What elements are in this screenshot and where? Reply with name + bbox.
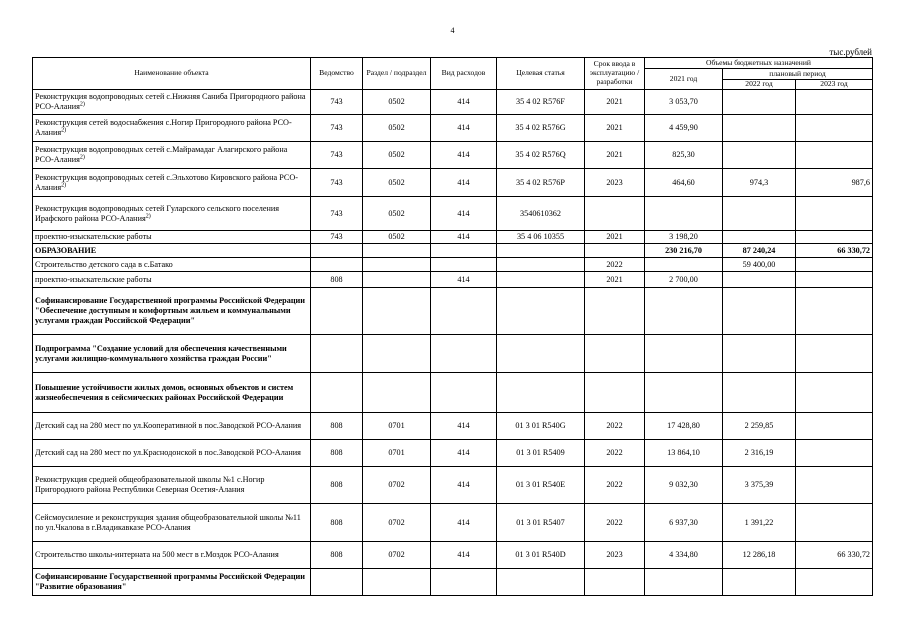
cell-department: 808 — [311, 413, 363, 440]
object-name: Реконструкция водопроводных сетей с.Нижняя Саниба Пригородного района РСО-Алания — [35, 92, 306, 111]
table-row — [33, 272, 873, 288]
footnote-mark: 2) — [79, 101, 85, 108]
cell-name — [33, 258, 311, 272]
table-row — [33, 288, 873, 335]
cell-expense-type: 414 — [431, 169, 497, 197]
cell-name — [33, 413, 311, 440]
cell-department — [311, 335, 363, 373]
cell-target-article: 35 4 02 R576G — [497, 115, 585, 142]
cell-expense-type — [431, 244, 497, 258]
cell-2021 — [645, 335, 723, 373]
cell-2023 — [796, 335, 873, 373]
cell-2023 — [796, 467, 873, 504]
cell-expense-type — [431, 258, 497, 272]
cell-2023 — [796, 373, 873, 413]
cell-2022: 3 375,39 — [723, 467, 796, 504]
cell-section — [363, 244, 431, 258]
cell-2023 — [796, 231, 873, 244]
cell-2023 — [796, 258, 873, 272]
cell-name — [33, 272, 311, 288]
table-row — [33, 413, 873, 440]
cell-2021: 2 700,00 — [645, 272, 723, 288]
cell-2023: 66 330,72 — [796, 244, 873, 258]
cell-2021: 230 216,70 — [645, 244, 723, 258]
cell-2022 — [723, 569, 796, 596]
header-budget-volumes: Объемы бюджетных назначений — [645, 58, 873, 69]
table-row — [33, 504, 873, 542]
header-section: Раздел / подраздел — [363, 58, 431, 90]
cell-commission-term — [585, 569, 645, 596]
cell-name — [33, 115, 311, 142]
cell-commission-term: 2021 — [585, 231, 645, 244]
cell-2023 — [796, 197, 873, 231]
cell-name — [33, 440, 311, 467]
cell-commission-term: 2022 — [585, 467, 645, 504]
cell-section — [363, 288, 431, 335]
cell-name — [33, 90, 311, 115]
cell-department: 743 — [311, 197, 363, 231]
object-name: Детский сад на 280 мест по ул.Краснодонской в пос.Заводской РСО-Алания — [35, 448, 301, 458]
cell-expense-type: 414 — [431, 413, 497, 440]
header-name: Наименование объекта — [33, 58, 311, 90]
cell-2023 — [796, 115, 873, 142]
cell-2023 — [796, 569, 873, 596]
cell-commission-term: 2022 — [585, 258, 645, 272]
cell-commission-term — [585, 373, 645, 413]
cell-expense-type: 414 — [431, 542, 497, 569]
object-name: Детский сад на 280 мест по ул.Кооперативной в пос.Заводской РСО-Алания — [35, 421, 302, 431]
table-row — [33, 373, 873, 413]
cell-name — [33, 373, 311, 413]
cell-2021 — [645, 197, 723, 231]
cell-department: 743 — [311, 90, 363, 115]
cell-2022 — [723, 335, 796, 373]
cell-2021: 9 032,30 — [645, 467, 723, 504]
footnote-mark: 2) — [145, 212, 151, 219]
cell-expense-type: 414 — [431, 231, 497, 244]
cell-target-article: 01 3 01 R5407 — [497, 504, 585, 542]
cell-target-article — [497, 373, 585, 413]
cell-2021: 13 864,10 — [645, 440, 723, 467]
cell-expense-type: 414 — [431, 197, 497, 231]
cell-2021: 4 334,80 — [645, 542, 723, 569]
table-row — [33, 90, 873, 115]
object-name: проектно-изыскательские работы — [35, 274, 152, 284]
table-row — [33, 115, 873, 142]
cell-target-article: 35 4 02 R576P — [497, 169, 585, 197]
cell-section: 0702 — [363, 504, 431, 542]
cell-expense-type: 414 — [431, 272, 497, 288]
cell-target-article: 35 4 02 R576Q — [497, 142, 585, 169]
cell-department: 808 — [311, 504, 363, 542]
cell-target-article — [497, 244, 585, 258]
cell-name — [33, 542, 311, 569]
cell-section — [363, 373, 431, 413]
cell-commission-term: 2021 — [585, 272, 645, 288]
cell-section — [363, 569, 431, 596]
cell-2023 — [796, 413, 873, 440]
cell-department: 743 — [311, 169, 363, 197]
header-year-2022: 2022 год — [723, 80, 796, 90]
cell-department: 808 — [311, 440, 363, 467]
cell-commission-term — [585, 244, 645, 258]
cell-expense-type: 414 — [431, 115, 497, 142]
cell-2022: 87 240,24 — [723, 244, 796, 258]
table-row — [33, 542, 873, 569]
cell-department — [311, 258, 363, 272]
cell-2023 — [796, 142, 873, 169]
cell-commission-term: 2023 — [585, 542, 645, 569]
cell-2021 — [645, 258, 723, 272]
cell-2021: 6 937,30 — [645, 504, 723, 542]
cell-target-article — [497, 569, 585, 596]
cell-department — [311, 288, 363, 335]
cell-target-article — [497, 335, 585, 373]
cell-department: 808 — [311, 467, 363, 504]
cell-2021: 825,30 — [645, 142, 723, 169]
cell-commission-term: 2022 — [585, 504, 645, 542]
table-row — [33, 169, 873, 197]
cell-department — [311, 373, 363, 413]
cell-commission-term — [585, 197, 645, 231]
cell-2023 — [796, 90, 873, 115]
cell-section: 0502 — [363, 115, 431, 142]
cell-2022: 59 400,00 — [723, 258, 796, 272]
cell-target-article: 01 3 01 R540D — [497, 542, 585, 569]
table-row — [33, 258, 873, 272]
cell-target-article: 35 4 06 10355 — [497, 231, 585, 244]
cell-target-article — [497, 288, 585, 335]
cell-2022 — [723, 373, 796, 413]
table-row — [33, 231, 873, 244]
object-name: Строительство школы-интерната на 500 мест в г.Моздок РСО-Алания — [35, 550, 279, 560]
cell-department: 743 — [311, 115, 363, 142]
cell-2021: 3 198,20 — [645, 231, 723, 244]
cell-2022 — [723, 288, 796, 335]
cell-section: 0502 — [363, 197, 431, 231]
cell-2022: 12 286,18 — [723, 542, 796, 569]
table-row — [33, 197, 873, 231]
cell-2023 — [796, 272, 873, 288]
cell-expense-type: 414 — [431, 440, 497, 467]
cell-2022 — [723, 115, 796, 142]
cell-2021 — [645, 373, 723, 413]
cell-name — [33, 197, 311, 231]
cell-section: 0702 — [363, 542, 431, 569]
cell-section: 0502 — [363, 142, 431, 169]
cell-2022 — [723, 272, 796, 288]
cell-2022 — [723, 197, 796, 231]
header-year-2023: 2023 год — [796, 80, 873, 90]
cell-section — [363, 335, 431, 373]
cell-2022: 1 391,22 — [723, 504, 796, 542]
cell-2023 — [796, 440, 873, 467]
cell-department — [311, 569, 363, 596]
cell-expense-type: 414 — [431, 90, 497, 115]
cell-name — [33, 467, 311, 504]
cell-target-article: 01 3 01 R5409 — [497, 440, 585, 467]
cell-2023: 987,6 — [796, 169, 873, 197]
footnote-mark: 2) — [61, 127, 67, 134]
object-name: Повышение устойчивости жилых домов, основных объектов и систем жизнеобеспечения в сейсмических районах Российской Федерации — [35, 382, 294, 402]
object-name: проектно-изыскательские работы — [35, 232, 152, 242]
footnote-mark: 2) — [79, 154, 85, 161]
cell-2022 — [723, 231, 796, 244]
cell-target-article: 35 4 02 R576F — [497, 90, 585, 115]
cell-2022 — [723, 90, 796, 115]
cell-target-article: 01 3 01 R540G — [497, 413, 585, 440]
cell-expense-type — [431, 288, 497, 335]
cell-commission-term: 2021 — [585, 142, 645, 169]
cell-name — [33, 169, 311, 197]
object-name: Софинансирование Государственной программы Российской Федерации "Развитие образования" — [35, 572, 305, 591]
object-name: Реконструкция водопроводных сетей с.Майрамадаг Алагирского района РСО-Алания — [35, 145, 288, 164]
cell-commission-term: 2022 — [585, 440, 645, 467]
object-name: Сейсмоусиление и реконструкция здания общеобразовательной школы №11 по ул.Чкалова в г.Владикавказе РСО-Алания — [35, 512, 301, 532]
cell-2022: 2 259,85 — [723, 413, 796, 440]
cell-2023 — [796, 504, 873, 542]
object-name: Реконструкция водопроводных сетей с.Эльхотово Кировского района РСО-Алания — [35, 172, 298, 192]
cell-section: 0702 — [363, 467, 431, 504]
cell-name — [33, 335, 311, 373]
cell-2022: 2 316,19 — [723, 440, 796, 467]
cell-department: 743 — [311, 142, 363, 169]
page-number: 4 — [450, 26, 455, 35]
object-name: Реконструкция водопроводных сетей Гуларского сельского поселения Ирафского района РСО-Алания — [35, 203, 280, 223]
cell-commission-term: 2021 — [585, 90, 645, 115]
cell-2022 — [723, 142, 796, 169]
cell-section: 0502 — [363, 169, 431, 197]
cell-name — [33, 244, 311, 258]
cell-2021: 3 053,70 — [645, 90, 723, 115]
cell-2021 — [645, 288, 723, 335]
header-department: Ведомство — [311, 58, 363, 90]
header-target-article: Целевая статья — [497, 58, 585, 90]
cell-name — [33, 288, 311, 335]
object-name: Подпрограмма "Создание условий для обеспечения качественными услугами жилищно-коммунального хозяйства граждан России" — [35, 343, 287, 363]
cell-section — [363, 258, 431, 272]
cell-department: 743 — [311, 231, 363, 244]
header-year-2021: 2021 год — [645, 69, 723, 90]
cell-name — [33, 231, 311, 244]
cell-2023: 66 330,72 — [796, 542, 873, 569]
cell-expense-type — [431, 569, 497, 596]
cell-section: 0502 — [363, 90, 431, 115]
cell-section — [363, 272, 431, 288]
table-row — [33, 335, 873, 373]
cell-department — [311, 244, 363, 258]
table-row — [33, 142, 873, 169]
cell-expense-type: 414 — [431, 467, 497, 504]
cell-commission-term — [585, 335, 645, 373]
cell-name — [33, 142, 311, 169]
cell-target-article: 3540610362 — [497, 197, 585, 231]
cell-department: 808 — [311, 542, 363, 569]
cell-commission-term: 2022 — [585, 413, 645, 440]
cell-name — [33, 569, 311, 596]
cell-expense-type — [431, 373, 497, 413]
object-name: Строительство детского сада в с.Батако — [35, 259, 173, 269]
cell-section: 0701 — [363, 440, 431, 467]
cell-section: 0701 — [363, 413, 431, 440]
cell-department: 808 — [311, 272, 363, 288]
header-commission-term: Срок ввода в эксплуатацию / разработки — [585, 58, 645, 90]
table-row — [33, 440, 873, 467]
cell-expense-type: 414 — [431, 142, 497, 169]
cell-expense-type — [431, 335, 497, 373]
header-planning-period: плановый период — [723, 69, 873, 80]
cell-2021: 17 428,80 — [645, 413, 723, 440]
cell-commission-term: 2021 — [585, 115, 645, 142]
object-name: Реконструкция средней общеобразовательной школы №1 с.Ногир Пригородного района Республики Северная Осетия-Алания — [35, 475, 265, 494]
cell-name — [33, 504, 311, 542]
cell-section: 0502 — [363, 231, 431, 244]
header-expense-type: Вид расходов — [431, 58, 497, 90]
cell-commission-term: 2023 — [585, 169, 645, 197]
object-name: Реконструкция сетей водоснабжения с.Ногир Пригородного района РСО-Алания — [35, 118, 292, 137]
cell-2021: 464,60 — [645, 169, 723, 197]
object-name: Софинансирование Государственной программы Российской Федерации "Обеспечение доступным и комфортным жильем и коммунальными услугами граждан Российской Федерации" — [35, 296, 305, 325]
cell-commission-term — [585, 288, 645, 335]
cell-expense-type: 414 — [431, 504, 497, 542]
cell-target-article — [497, 272, 585, 288]
budget-table — [32, 57, 873, 596]
table-row — [33, 569, 873, 596]
cell-2021: 4 459,90 — [645, 115, 723, 142]
footnote-mark: 2) — [61, 181, 67, 188]
table-body — [33, 90, 873, 596]
table-row — [33, 244, 873, 258]
cell-2023 — [796, 288, 873, 335]
cell-target-article: 01 3 01 R540E — [497, 467, 585, 504]
cell-2022: 974,3 — [723, 169, 796, 197]
object-name: ОБРАЗОВАНИЕ — [35, 245, 97, 255]
table-row — [33, 467, 873, 504]
cell-target-article — [497, 258, 585, 272]
units-label: тыс.рублей — [829, 47, 872, 57]
cell-2021 — [645, 569, 723, 596]
